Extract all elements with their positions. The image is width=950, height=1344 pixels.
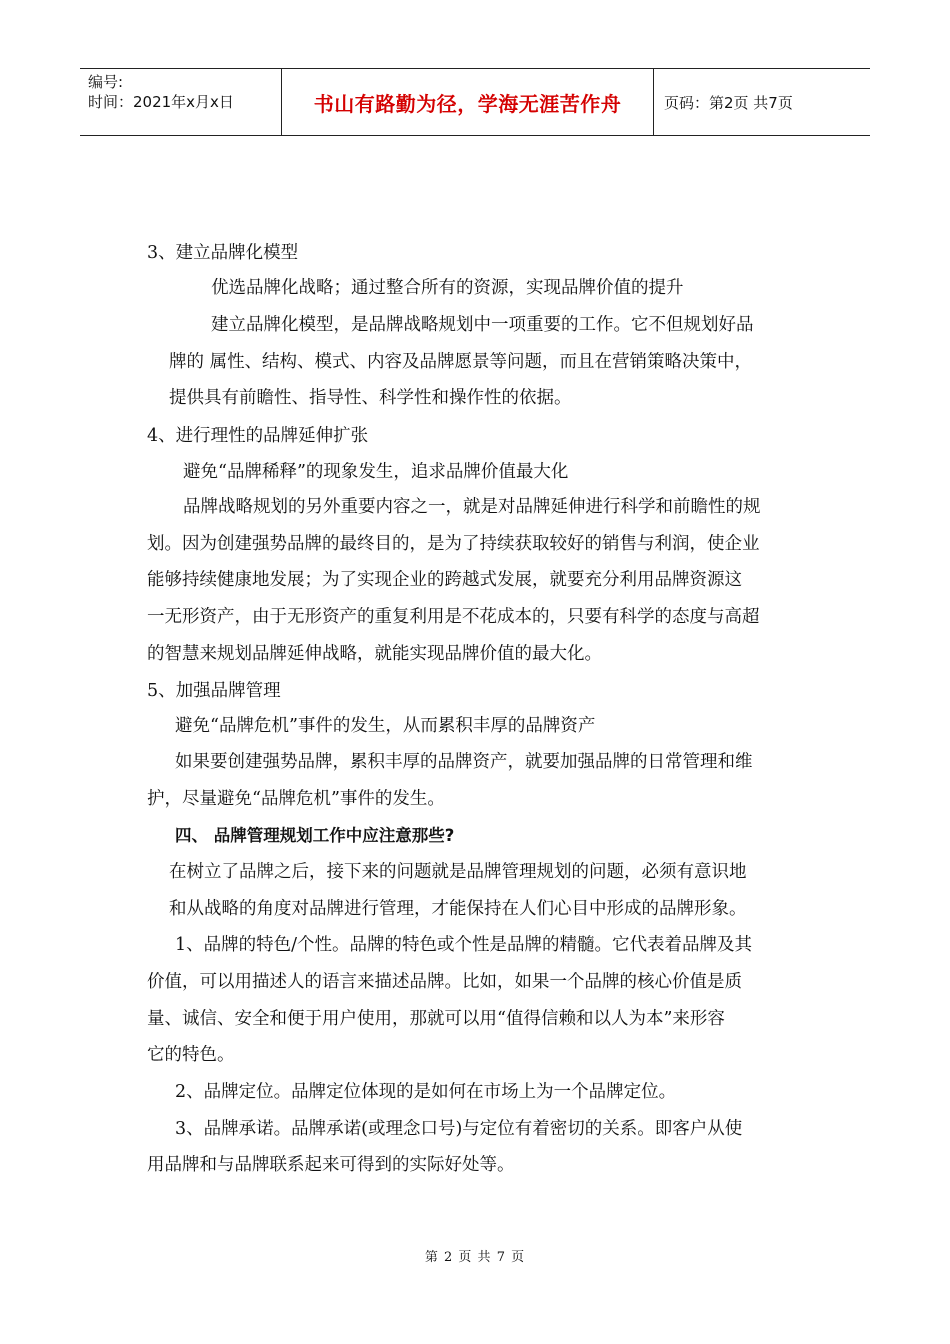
- paragraph-line: 一无形资产，由于无形资产的重复利用是不花成本的，只要有科学的态度与高超: [147, 607, 760, 627]
- heading-3: 3、建立品牌化模型: [147, 243, 299, 263]
- paragraph-line: 1、品牌的特色/个性。品牌的特色或个性是品牌的精髓。它代表着品牌及其: [175, 935, 753, 955]
- paragraph-line: 提供具有前瞻性、指导性、科学性和操作性的依据。: [169, 388, 572, 408]
- paragraph-line: 它的特色。: [147, 1045, 235, 1065]
- paragraph-line: 价值，可以用描述人的语言来描述品牌。比如，如果一个品牌的核心价值是质: [147, 972, 742, 992]
- header-motto: 书山有路勤为径，学海无涯苦作舟: [282, 69, 654, 135]
- paragraph-line: 2、品牌定位。品牌定位体现的是如何在市场上为一个品牌定位。: [175, 1082, 677, 1102]
- paragraph-line: 牌的 属性、结构、模式、内容及品牌愿景等问题，而且在营销策略决策中，: [169, 352, 753, 372]
- paragraph-line: 能够持续健康地发展；为了实现企业的跨越式发展，就要充分利用品牌资源这: [147, 570, 742, 590]
- paragraph-line: 用品牌和与品牌联系起来可得到的实际好处等。: [147, 1155, 515, 1175]
- time-label: 时间：2021年x月x日: [88, 93, 234, 111]
- page-footer: 第 2 页 共 7 页: [424, 1250, 526, 1265]
- subheading-4: 避免“品牌稀释”的现象发生，追求品牌价值最大化: [183, 462, 569, 482]
- number-label: 编号:: [88, 73, 124, 91]
- paragraph-line: 品牌战略规划的另外重要内容之一，就是对品牌延伸进行科学和前瞻性的规: [183, 497, 761, 517]
- paragraph-line: 划。因为创建强势品牌的最终目的，是为了持续获取较好的销售与利润，使企业: [147, 534, 760, 554]
- paragraph-line: 量、诚信、安全和便于用户使用，那就可以用“值得信赖和以人为本”来形容: [147, 1009, 725, 1029]
- document-header: [80, 68, 870, 136]
- section-heading-4: 四、 品牌管理规划工作中应注意那些?: [175, 826, 455, 845]
- subheading-3: 优选品牌化战略；通过整合所有的资源，实现品牌价值的提升: [211, 278, 684, 298]
- paragraph-line: 如果要创建强势品牌，累积丰厚的品牌资产，就要加强品牌的日常管理和维: [175, 752, 753, 772]
- paragraph-line: 在树立了品牌之后，接下来的问题就是品牌管理规划的问题，必须有意识地: [169, 862, 747, 882]
- paragraph-line: 和从战略的角度对品牌进行管理，才能保持在人们心目中形成的品牌形象。: [169, 899, 747, 919]
- paragraph-line: 3、品牌承诺。品牌承诺(或理念口号)与定位有着密切的关系。即客户从使: [175, 1119, 743, 1139]
- paragraph-line: 的智慧来规划品牌延伸战略，就能实现品牌价值的最大化。: [147, 644, 602, 664]
- heading-4: 4、进行理性的品牌延伸扩张: [147, 426, 369, 446]
- heading-5: 5、加强品牌管理: [147, 681, 281, 701]
- header-meta: [80, 69, 282, 135]
- paragraph-line: 护，尽量避免“品牌危机”事件的发生。: [147, 789, 445, 809]
- subheading-5: 避免“品牌危机”事件的发生，从而累积丰厚的品牌资产: [175, 716, 596, 736]
- paragraph-line: 建立品牌化模型，是品牌战略规划中一项重要的工作。它不但规划好品: [211, 315, 754, 335]
- header-page-info: 页码：第2页 共7页: [664, 93, 793, 112]
